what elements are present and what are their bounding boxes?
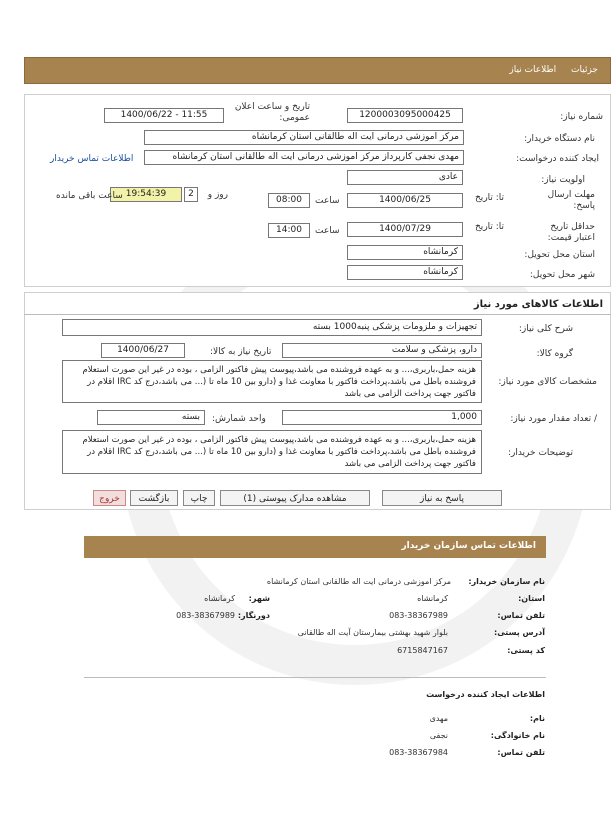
creator-family-value: نجفی	[429, 731, 448, 740]
days-remaining-field: 2	[184, 187, 198, 202]
exit-button[interactable]: خروج	[93, 490, 126, 506]
contact-postal-label: کد پستی:	[507, 646, 545, 655]
goods-section-title: اطلاعات کالاهای مورد نیاز	[473, 299, 603, 310]
contact-province-label: استان:	[518, 594, 545, 603]
contact-postal-value: 6715847167	[397, 646, 448, 655]
announce-label: تاریخ و ساعت اعلان عمومی:	[234, 102, 310, 123]
contact-divider	[84, 677, 546, 678]
province-label: استان محل تحویل:	[524, 250, 595, 260]
validity-date-field: 1400/07/29	[347, 222, 463, 237]
tab-details[interactable]: جزئیات	[571, 65, 598, 75]
city-field: کرمانشاه	[347, 265, 463, 280]
deadline-date-field: 1400/06/25	[347, 193, 463, 208]
need-date-label: تاریخ نیاز به کالا:	[210, 347, 272, 357]
contact-phone-value: 083-38367989	[389, 611, 448, 620]
need-date-field: 1400/06/27	[101, 343, 185, 358]
contact-header-bar	[84, 536, 546, 558]
buyer-contact-link[interactable]: اطلاعات تماس خریدار	[50, 154, 134, 164]
quantity-field: 1,000	[282, 410, 482, 425]
creator-family-label: نام خانوادگی:	[490, 731, 545, 740]
contact-org-value: مرکز اموزشی درمانی ایت اله طالقانی استان کرمانشاه	[266, 577, 451, 586]
contact-org-label: نام سازمان خریدار:	[468, 577, 545, 586]
deadline-time-label: ساعت	[315, 196, 340, 206]
group-field: دارو، پزشکی و سلامت	[282, 343, 482, 358]
creator-label: ایجاد کننده درخواست:	[516, 154, 599, 164]
contact-fax-value: 083-38367989	[176, 611, 235, 620]
priority-label: اولویت نیاز:	[541, 175, 585, 185]
announce-field: 1400/06/22 - 11:55	[104, 108, 224, 123]
city-label: شهر محل تحویل:	[529, 270, 595, 280]
back-button[interactable]: بازگشت	[130, 490, 178, 506]
specs-textarea: هزینه حمل،باربری،... و به عهده فروشنده می باشد،پیوست پیش فاکتور الزامی ، بوده در غیر این صورت استعلام فروشنده باطل می باشد،پرداخت فاکتور با معاونت غذا و (دارو بین 10 ماه تا (... می باشد،درج کد IRC اقلام در فاکتور جهت پرداخت الزامی می باشد	[62, 360, 482, 403]
priority-field: عادی	[347, 170, 463, 185]
validity-to-date-label: تا: تاریخ	[475, 222, 505, 232]
need-number-label: شماره نیاز:	[560, 112, 603, 122]
deadline-label: مهلت ارسال پاسخ:	[547, 190, 595, 211]
buyer-field: مرکز اموزشی درمانی ایت اله طالقانی استان کرمانشاه	[144, 130, 464, 145]
goods-divider	[24, 314, 611, 315]
quantity-label: / تعداد مقدار مورد نیاز:	[510, 414, 597, 424]
contact-address-value: بلوار شهید بهشتی بیمارستان آیت اله طالقانی	[297, 628, 448, 637]
creator-field: مهدی نجفی کارپرداز مرکز اموزشی درمانی ایت اله طالقانی استان کرمانشاه	[144, 150, 464, 165]
header-bar	[24, 57, 611, 84]
attachments-button[interactable]: مشاهده مدارک پیوستی (1)	[220, 490, 370, 506]
notes-label: توضیحات خریدار:	[507, 448, 573, 458]
creator-section-title: اطلاعات ایجاد کننده درخواست	[426, 690, 545, 699]
remaining-label: ساعت باقی مانده	[56, 191, 123, 201]
validity-time-label: ساعت	[315, 226, 340, 236]
specs-label: مشخصات کالای مورد نیاز:	[498, 377, 597, 387]
buyer-label: نام دستگاه خریدار:	[524, 134, 595, 144]
contact-title: اطلاعات تماس سازمان خریدار	[401, 541, 536, 551]
province-field: کرمانشاه	[347, 245, 463, 260]
validity-label: حداقل تاریخ اعتبار قیمت:	[547, 222, 595, 243]
need-number-field: 1200003095000425	[347, 108, 463, 123]
unit-label: واحد شمارش:	[212, 414, 266, 424]
contact-address-label: آدرس پستی:	[494, 628, 545, 637]
contact-fax-label: دورنگار:	[237, 611, 270, 620]
deadline-to-date-label: تا: تاریخ	[475, 193, 505, 203]
reply-button[interactable]: پاسخ به نیاز	[382, 490, 502, 506]
remaining-time-field: 19:54:39	[110, 187, 182, 202]
summary-field: تجهیزات و ملزومات پزشکی پنبه1000 بسته	[62, 319, 482, 336]
group-label: گروه کالا:	[536, 349, 573, 359]
validity-time-field: 14:00	[268, 223, 310, 238]
print-button[interactable]: چاپ	[183, 490, 215, 506]
tab-need-info[interactable]: اطلاعات نیاز	[509, 65, 557, 75]
notes-textarea: هزینه حمل،باربری،... و به عهده فروشنده می باشد،پیوست پیش فاکتور الزامی ، بوده در غیر این صورت استعلام فروشنده باطل می باشد،پرداخت فاکتور با معاونت غذا و (دارو بین 10 ماه تا (... می باشد،درج کد IRC اقلام در فاکتور جهت پرداخت الزامی می باشد	[62, 430, 482, 474]
creator-name-value: مهدی	[429, 714, 448, 723]
creator-phone-label: تلفن تماس:	[497, 748, 545, 757]
contact-city-label: شهر:	[248, 594, 270, 603]
contact-phone-label: تلفن تماس:	[497, 611, 545, 620]
contact-city-value: کرمانشاه	[204, 594, 235, 603]
unit-field: بسته	[97, 410, 205, 425]
contact-province-value: کرمانشاه	[417, 594, 448, 603]
creator-name-label: نام:	[529, 714, 545, 723]
days-label: روز و	[207, 190, 228, 200]
summary-label: شرح کلی نیاز:	[518, 324, 573, 334]
deadline-time-field: 08:00	[268, 193, 310, 208]
creator-phone-value: 083-38367984	[389, 748, 448, 757]
